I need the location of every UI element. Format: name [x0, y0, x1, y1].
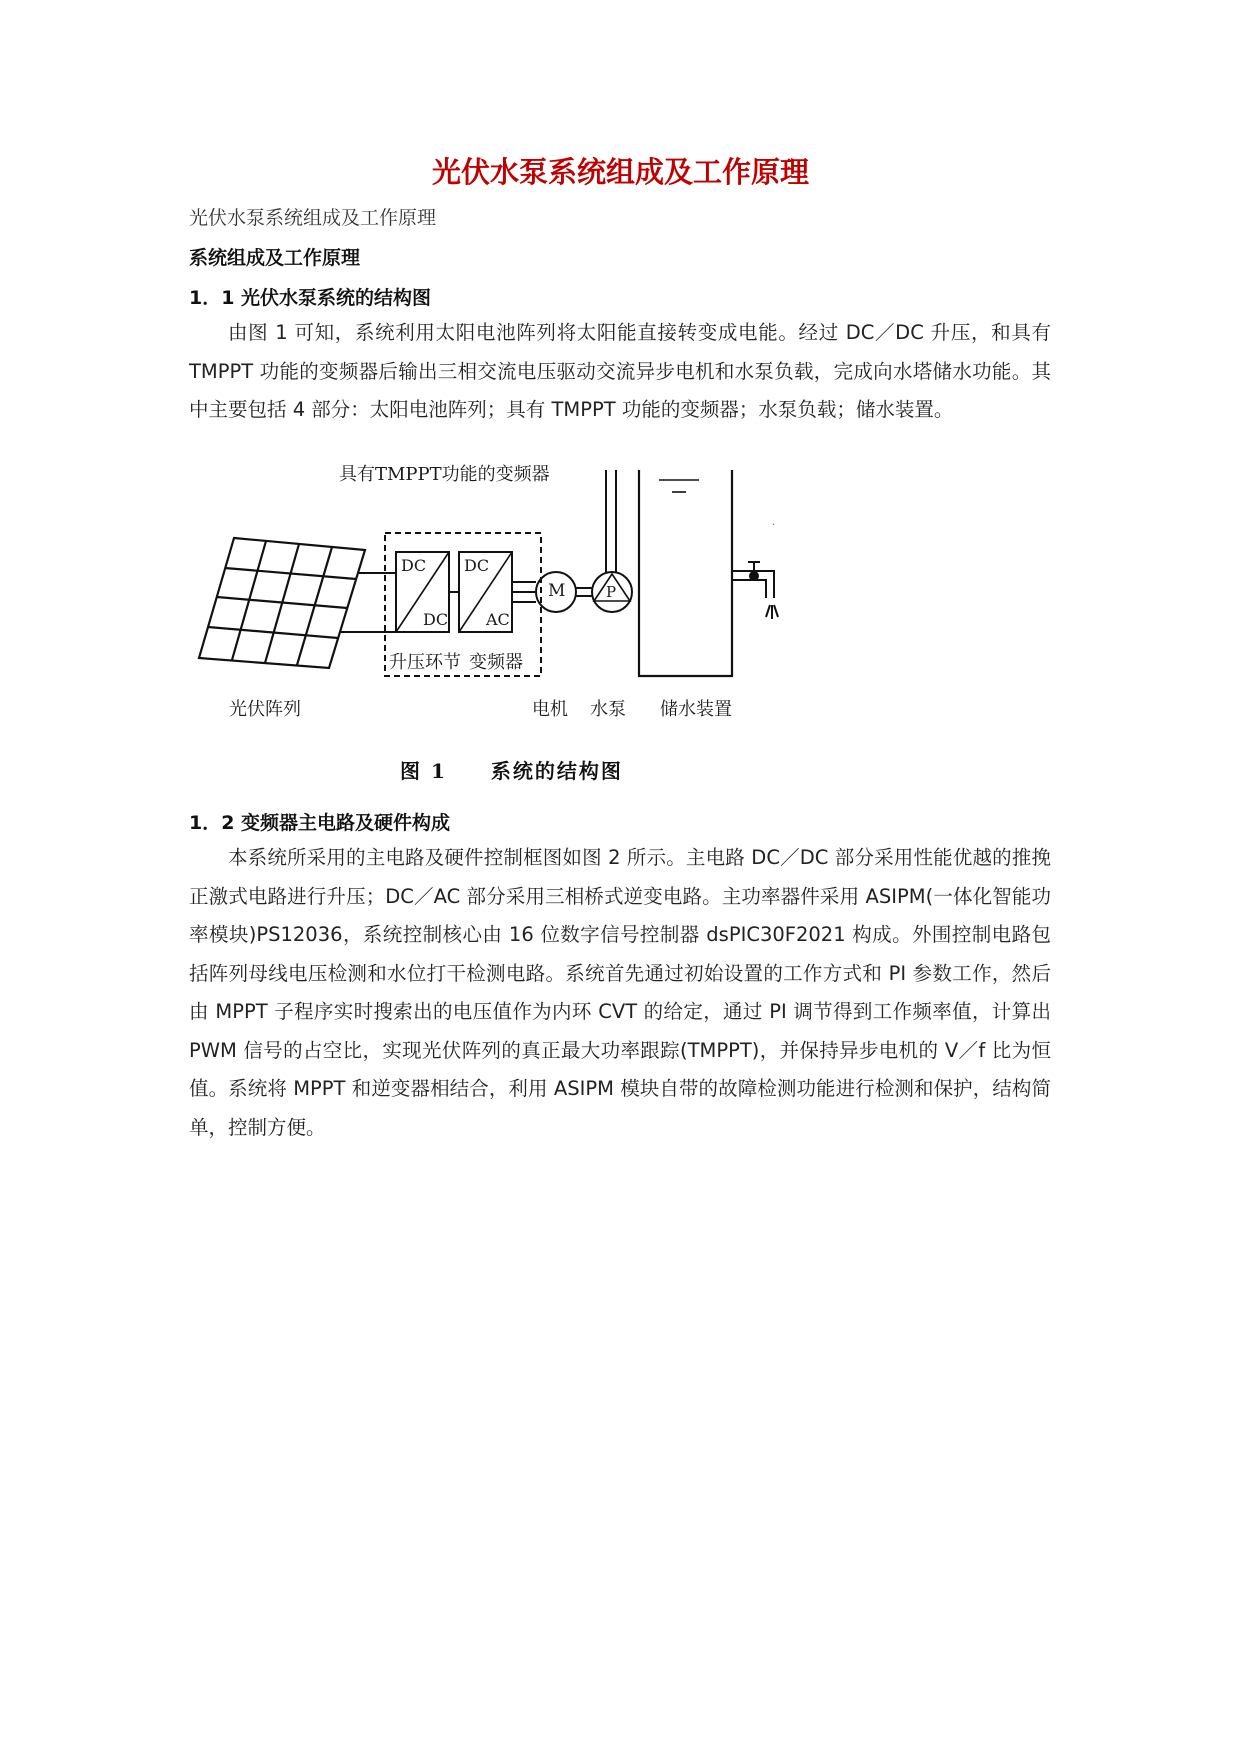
figure-1-structure-diagram	[189, 464, 849, 800]
inverter-stage-label: 变频器	[469, 652, 523, 673]
pv-array-label: 光伏阵列	[229, 699, 301, 720]
three-phase-wires	[512, 582, 536, 602]
section-1-1-paragraph: 由图 1 可知，系统利用太阳电池阵列将太阳能直接转变成电能。经过 DC／DC 升压，和具有 TMPPT 功能的变频器后输出三相交流电压驱动交流异步电机和水泵负载，完成向水塔储水功能。其中主要包括 4 部分：太阳电池阵列；具有 TMPPT 功能的变频器；水泵负载；储水装置。	[189, 321, 1051, 421]
document-subtitle: 光伏水泵系统组成及工作原理	[189, 207, 437, 229]
dcac-top-label: DC	[464, 556, 490, 575]
motor-symbol: M	[548, 581, 566, 601]
water-tank	[639, 470, 732, 676]
motor-label: 电机	[532, 699, 568, 720]
section-1-2-heading: 1．2 变频器主电路及硬件构成	[189, 812, 451, 834]
outflow-water-drops	[766, 605, 778, 619]
inverter-box-label: 具有TMPPT功能的变频器	[339, 464, 550, 485]
pump-label: 水泵	[590, 699, 626, 720]
section-heading: 系统组成及工作原理	[189, 247, 361, 269]
dcdc-bottom-label: DC	[423, 610, 449, 629]
storage-label: 储水装置	[660, 699, 732, 720]
section-1-1-heading: 1．1 光伏水泵系统的结构图	[189, 287, 432, 309]
dcac-bottom-label: AC	[486, 610, 510, 629]
document-title: 光伏水泵系统组成及工作原理	[431, 155, 809, 189]
figure-speck: .	[772, 517, 776, 528]
motor-pump-shaft	[576, 588, 592, 596]
figure-1-caption: 图 1 系统的结构图	[400, 759, 623, 783]
boost-stage-label: 升压环节	[389, 652, 461, 673]
pump-symbol: P	[606, 583, 617, 601]
section-1-2-paragraph: 本系统所采用的主电路及硬件控制框图如图 2 所示。主电路 DC／DC 部分采用性能优越的推挽正激式电路进行升压；DC／AC 部分采用三相桥式逆变电路。主功率器件采用 ASIPM(一体化智能功率模块)PS12036，系统控制核心由 16 位数字信号控制器 dsPIC30F2021 构成。外围控制电路包括阵列母线电压检测和水位打干检测电路。系统首先通过初始设置的工作方式和 PI 参数工作，然后由 MPPT 子程序实时搜索出的电压值作为内环 CVT 的给定，通过 PI 调节得到工作频率值，计算出 PWM 信号的占空比，实现光伏阵列的真正最大功率跟踪(TMPPT)，并保持异步电机的 V／f 比为恒值。系统将 MPPT 和逆变器相结合，利用 ASIPM 模块自带的故障检测功能进行检测和保护，结构简单，控制方便。	[189, 846, 1051, 1139]
dcdc-top-label: DC	[401, 556, 427, 575]
outlet-valve	[732, 562, 774, 598]
pv-array-panel	[199, 538, 365, 668]
